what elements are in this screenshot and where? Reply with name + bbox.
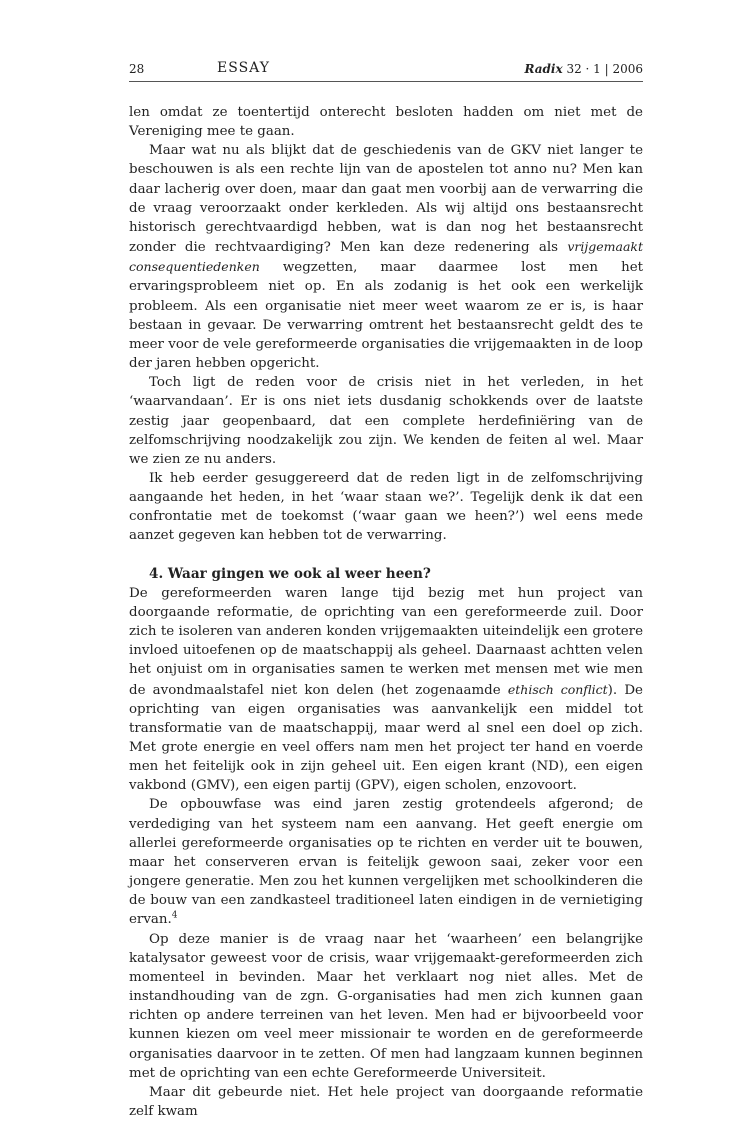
paragraph: Ik heb eerder gesuggereerd dat de reden ligt in de zelfomschrijving aangaande het heden, in het ‘waar staan we?’. Tegelijk denk ik dat een confrontatie met de toekomst (‘waar gaan we heen?’) wel eens mede aanzet gegeven kan hebben tot de verwarring. [129,470,643,544]
section-title: ESSAY [217,60,270,76]
section-heading: 4. Waar gingen we ook al weer heen? [149,565,431,582]
paragraph-text: wegzetten, maar daarmee lost men het ervaringsprobleem niet op. En als zodanig is het ook een werkelijk probleem. Als een organisatie niet meer weet waarom ze er is, is haar bestaan in gevaar. De verwarring omtrent het bestaansrecht geldt des te meer voor de vele gereformeerde organisaties die vrijgemaakten in de loop der jaren hebben opgericht. [129,260,643,372]
page-number: 28 [129,62,145,76]
emphasis: ethisch conflict [507,681,608,697]
journal-name: Radix [524,62,563,76]
paragraph-text: De opbouwfase was eind jaren zestig grotendeels afgerond; de verdediging van het systeem nam een aanvang. Het geeft energie om allerlei gereformeerde organisaties op te richten en verder uit te bouwen, maar het conserveren ervan is feitelijk gewoon saai, zeker voor een jongere generatie. Men zou het kunnen vergelijken met schoolkinderen die de bouw van een zandkasteel traditioneel laten eindigen in de vernietiging ervan. [129,797,643,928]
paragraph [129,584,643,796]
paragraph: len omdat ze toentertijd onterecht besloten hadden om niet met de Vereniging mee te gaan. [129,105,643,140]
paragraph-text: Maar wat nu als blijkt dat de geschiedenis van de GKV niet langer te beschouwen is als een rechte lijn van de apostelen tot anno nu? Men kan daar lacherig over doen, maar dan gaat men voorbij aan de verwarring die de vraag veroorzaakt onder kerkleden. Als wij altijd ons bestaansrecht historisch gerechtvaardigd hebben, wat is dan nog het bestaansrecht zonder die rechtvaardiging? Men kan deze redenering als [129,143,643,256]
paragraph: Toch ligt de reden voor de crisis niet in het verleden, in het ‘waarvandaan’. Er is ons niet iets dusdanig schokkends over de laatste zestig jaar geopenbaard, dat een complete herdefiniëring van de zelfomschrijving noodzakelijk zou zijn. We kenden de feiten al wel. Maar we zien ze nu anders. [129,375,643,467]
paragraph-text: De gereformeerden waren lange tijd bezig met hun project van doorgaande reformatie, de oprichting van een gereformeerde zuil. Door zich te isoleren van anderen konden vrijgemaakten uiteindelijk een grotere invloed uitoefenen op de maatschappij als geheel. Daarnaast achtten velen het onjuist om in organisaties samen te werken met mensen met wie men de avondmaalstafel niet kon delen (het zogenaamde [129,585,643,698]
paragraph [129,141,643,373]
journal-issue: 32 · 1 | 2006 [566,62,643,76]
emphasis: vrijgemaakt consequentiedenken [129,239,643,275]
footnote-ref[interactable]: 4 [171,910,178,921]
paragraph: Maar dit gebeurde niet. Het hele project van doorgaande reformatie zelf kwam [129,1084,643,1119]
journal-reference [524,62,643,76]
paragraph [129,795,643,929]
running-header [129,60,643,78]
article-body [129,103,643,1121]
header-rule [129,81,643,82]
paragraph-text: ). De oprichting van eigen organisaties was aanvankelijk een middel tot transformatie van de maatschappij, maar werd al snel een doel op zich. Met grote energie en veel offers nam men het project ter hand en voerde men het feitelijk ook in zijn geheel uit. Een eigen krant (ND), een eigen vakbond (GMV), een eigen partij (GPV), eigen scholen, enzovoort. [129,682,643,794]
paragraph: Op deze manier is de vraag naar het ‘waarheen’ een belangrijke katalysator geweest voor de crisis, waar vrijgemaakt-gereformeerden zich momenteel in bevinden. Maar het verklaart nog niet alles. Met de instandhouding van de zgn. G-organisaties had men zich kunnen gaan richten op andere terreinen van het leven. Men had er bijvoorbeeld voor kunnen kiezen om veel meer missionair te worden en de gereformeerde organisaties daarvoor in te zetten. Of men had langzaam kunnen beginnen met de oprichting van een echte Gereformeerde Universiteit. [129,931,643,1081]
